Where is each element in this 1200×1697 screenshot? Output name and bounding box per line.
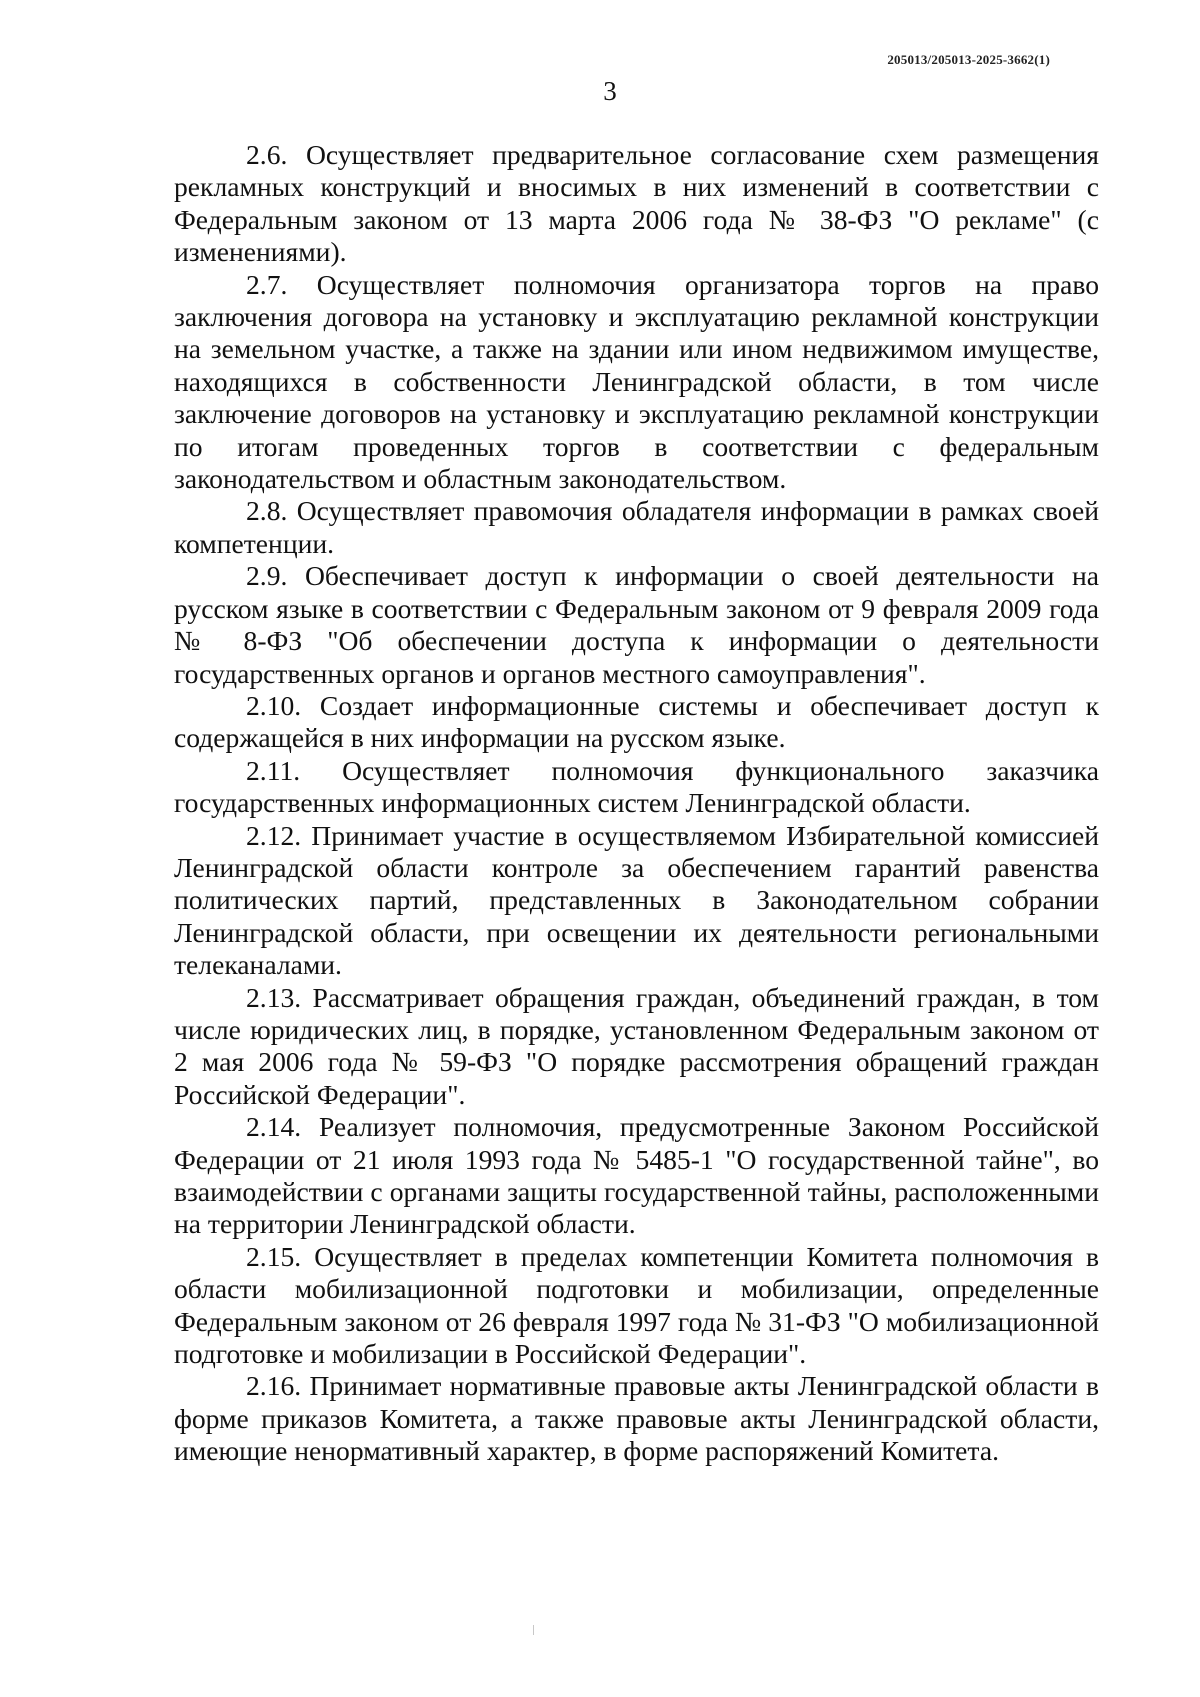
paragraph-2-12: 2.12. Принимает участие в осуществляемом Избирательной комиссией Ленинградской области контроле за обеспечением гарантий равенства политических партий, представленных в Законодательном собрании Ленинградской области, при освещении их деятельности региональными телеканалами. bbox=[174, 819, 1099, 981]
paragraph-2-14: 2.14. Реализует полномочия, предусмотренные Законом Российской Федерации от 21 июля 1993 года № 5485-1 "О государственной тайне", во взаимодействии с органами защиты государственной тайны, расположенными на территории Ленинградской области. bbox=[174, 1111, 1099, 1240]
paragraph-2-15: 2.15. Осуществляет в пределах компетенции Комитета полномочия в области мобилизационной подготовки и мобилизации, определенные Федеральным законом от 26 февраля 1997 года № 31-ФЗ "О мобилизационной подготовке и мобилизации в Российской Федерации". bbox=[174, 1240, 1099, 1370]
paragraph-2-16: 2.16. Принимает нормативные правовые акты Ленинградской области в форме приказов Комитета, а также правовые акты Ленинградской области, имеющие ненормативный характер, в форме распоряжений Комитета. bbox=[174, 1370, 1099, 1467]
paragraph-2-8: 2.8. Осуществляет правомочия обладателя информации в рамках своей компетенции. bbox=[174, 495, 1099, 559]
paragraph-2-9: 2.9. Обеспечивает доступ к информации о своей деятельности на русском языке в соответствии с Федеральным законом от 9 февраля 2009 года № 8-ФЗ "Об обеспечении доступа к информации о деятельности государственных органов и органов местного самоуправления". bbox=[174, 560, 1099, 689]
paragraph-2-7: 2.7. Осуществляет полномочия организатора торгов на право заключения договора на установку и эксплуатацию рекламной конструкции на земельном участке, а также на здании или ином недвижимом имуществе, находящихся в собственности Ленинградской области, в том числе заключение договоров на установку и эксплуатацию рекламной конструкции по итогам проведенных торгов в соответствии с федеральным законодательством и областным законодательством. bbox=[174, 268, 1099, 495]
page-number: 3 bbox=[603, 76, 617, 106]
paragraph-2-10: 2.10. Создает информационные системы и обеспечивает доступ к содержащейся в них информации на русском языке. bbox=[174, 689, 1099, 754]
document-registration-code: 205013/205013-2025-3662(1) bbox=[887, 52, 1050, 67]
paragraph-2-13: 2.13. Рассматривает обращения граждан, объединений граждан, в том числе юридических лиц, в порядке, установленном Федеральным законом от 2 мая 2006 года № 59-ФЗ "О порядке рассмотрения обращений граждан Российской Федерации". bbox=[174, 981, 1099, 1110]
scan-artifact-mark bbox=[533, 1625, 534, 1635]
paragraph-2-11: 2.11. Осуществляет полномочия функционального заказчика государственных информационных систем Ленинградской области. bbox=[174, 754, 1099, 819]
paragraph-2-6: 2.6. Осуществляет предварительное согласование схем размещения рекламных конструкций и вносимых в них изменений в соответствии с Федеральным законом от 13 марта 2006 года № 38-ФЗ "О рекламе" (с изменениями). bbox=[174, 139, 1099, 268]
document-body bbox=[174, 139, 1099, 1468]
